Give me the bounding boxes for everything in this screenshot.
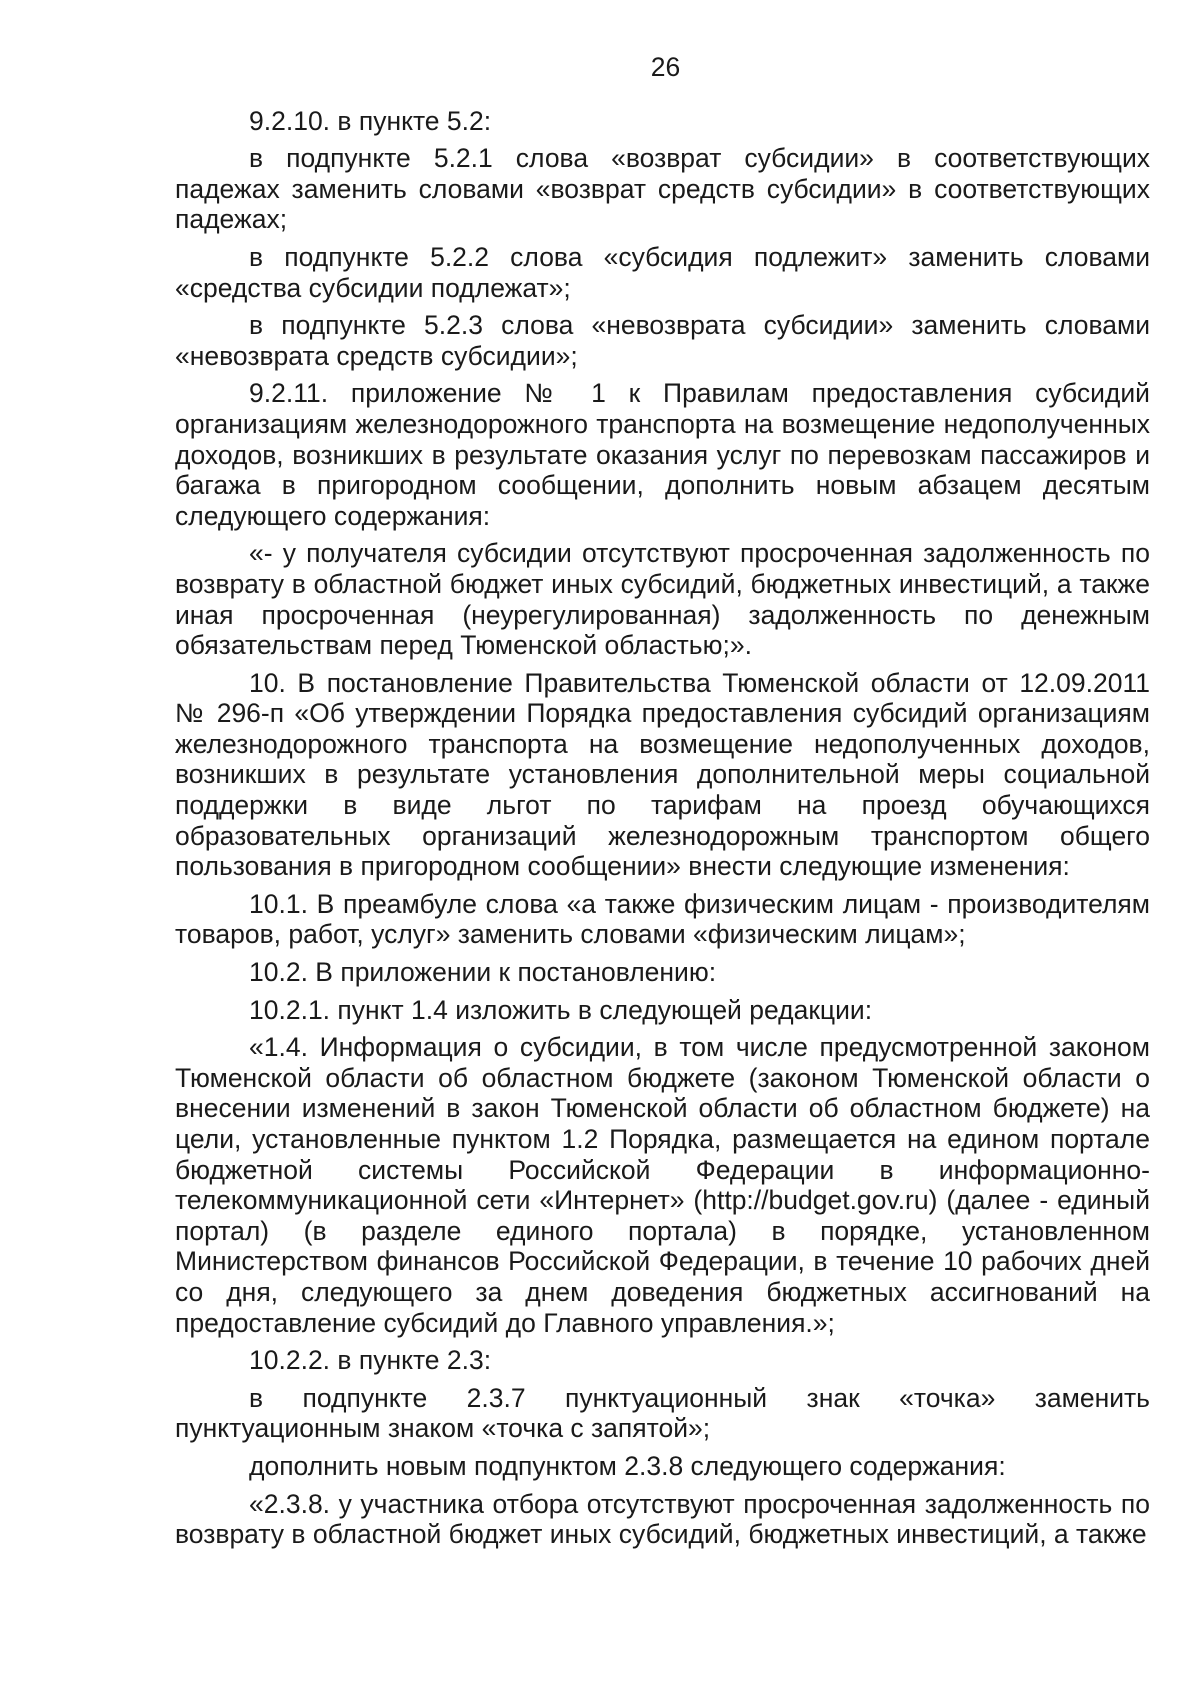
paragraph-10-1: 10.1. В преамбуле слова «а также физическим лицам - производителям товаров, работ, услуг» заменить словами «физическим лицам»; — [175, 888, 1150, 950]
paragraph-subclause-2-3-7: в подпункте 2.3.7 пунктуационный знак «точка» заменить пунктуационным знаком «точка с запятой»; — [175, 1382, 1150, 1444]
paragraph-9-2-10: 9.2.10. в пункте 5.2: — [249, 105, 492, 136]
paragraph-subclause-5-2-2: в подпункте 5.2.2 слова «субсидия подлежит» заменить словами «средства субсидии подлежат»; — [175, 241, 1150, 303]
paragraph-quote-2-3-8: «2.3.8. у участника отбора отсутствуют просроченная задолженность по возврату в областной бюджет иных субсидий, бюджетных инвестиций, а также — [175, 1488, 1150, 1550]
paragraph-10-2-1: 10.2.1. пункт 1.4 изложить в следующей редакции: — [249, 994, 873, 1025]
paragraph-10-2: 10.2. В приложении к постановлению: — [249, 957, 717, 988]
paragraph-add-2-3-8: дополнить новым подпунктом 2.3.8 следующего содержания: — [249, 1450, 1006, 1481]
paragraph-quote-1-4: «1.4. Информация о субсидии, в том числе предусмотренной законом Тюменской области об областном бюджете (законом Тюменской области о внесении изменений в закон Тюменской области об областном бюджете) на цели, установленные пунктом 1.2 Порядка, размещается на едином портале бюджетной системы Российской Федерации в информационно-телекоммуникационной сети «Интернет» (http://budget.gov.ru) (далее - единый портал) (в разделе единого портала) в порядке, установленном Министерством финансов Российской Федерации, в течение 10 рабочих дней со дня, следующего за днем доведения бюджетных ассигнований на предоставление субсидий до Главного управления.»; — [175, 1032, 1150, 1338]
paragraph-10-2-2: 10.2.2. в пункте 2.3: — [249, 1345, 492, 1376]
paragraph-quote-recipient: «- у получателя субсидии отсутствуют просроченная задолженность по возврату в областной бюджет иных субсидий, бюджетных инвестиций, а также иная просроченная (неурегулированная) задолженность по денежным обязательствам перед Тюменской областью;». — [175, 538, 1150, 661]
paragraph-9-2-11: 9.2.11. приложение № 1 к Правилам предоставления субсидий организациям железнодорожного транспорта на возмещение недополученных доходов, возникших в результате оказания услуг по перевозкам пассажиров и багажа в пригородном сообщении, дополнить новым абзацем десятым следующего содержания: — [175, 378, 1150, 531]
page-number: 26 — [650, 52, 681, 82]
paragraph-10: 10. В постановление Правительства Тюменской области от 12.09.2011 № 296-п «Об утверждении Порядка предоставления субсидий организациям железнодорожного транспорта на возмещение недополученных доходов, возникших в результате установления дополнительной меры социальной поддержки в виде льгот по тарифам на проезд обучающихся образовательных организаций железнодорожным транспортом общего пользования в пригородном сообщении» внести следующие изменения: — [175, 667, 1150, 882]
paragraph-subclause-5-2-1: в подпункте 5.2.1 слова «возврат субсидии» в соответствующих падежах заменить словами «возврат средств субсидии» в соответствующих падежах; — [175, 143, 1150, 235]
paragraph-subclause-5-2-3: в подпункте 5.2.3 слова «невозврата субсидии» заменить словами «невозврата средств субсидии»; — [175, 310, 1150, 371]
document-page — [175, 52, 1150, 1557]
